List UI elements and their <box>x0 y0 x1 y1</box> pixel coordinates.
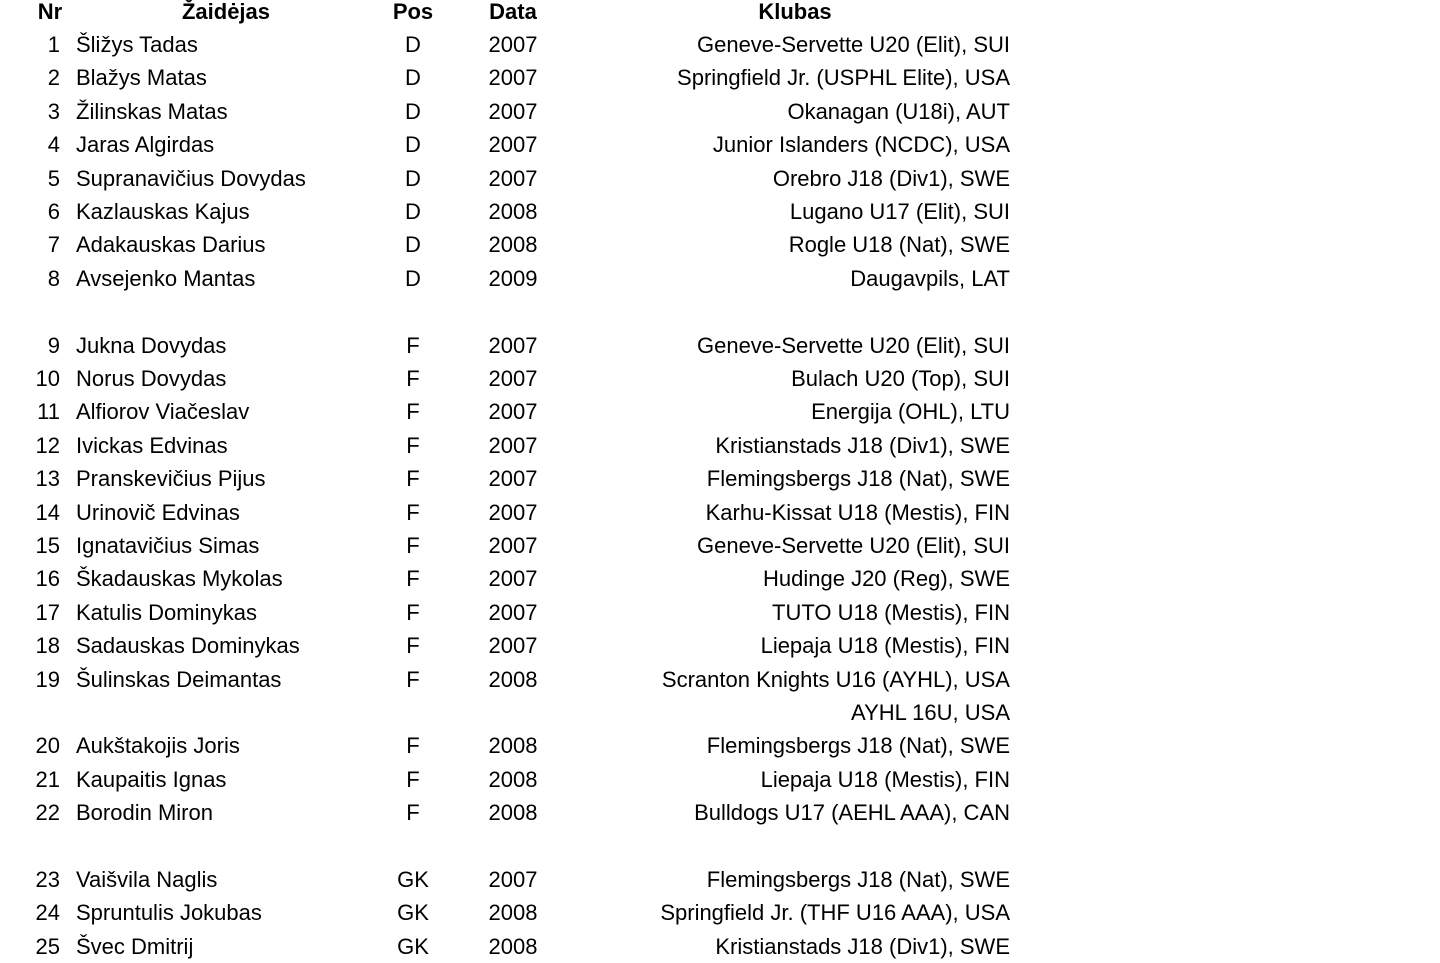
cell-nr: 17 <box>35 599 60 625</box>
cell-date: 2007 <box>488 98 538 124</box>
cell-club: Springfield Jr. (USPHL Elite), USA <box>677 65 1010 91</box>
cell-date: 2007 <box>488 366 538 391</box>
table-row <box>0 496 1440 529</box>
cell-club: Springfield Jr. (THF U16 AAA), USA <box>660 900 1010 926</box>
cell-player: Jaras Algirdas <box>76 132 215 158</box>
cell-nr: 6 <box>47 199 60 224</box>
cell-date: 2007 <box>488 867 538 892</box>
table-row <box>0 228 1440 261</box>
cell-nr: 8 <box>47 265 60 291</box>
cell-pos: D <box>405 32 421 57</box>
cell-nr: 3 <box>47 98 60 124</box>
cell-club: Hudinge J20 (Reg), SWE <box>763 566 1010 592</box>
cell-pos: GK <box>397 900 429 926</box>
cell-club: Okanagan (U18i), AUT <box>787 98 1010 124</box>
table-row <box>0 596 1440 629</box>
cell-nr: 22 <box>35 800 60 826</box>
cell-date: 2008 <box>488 766 538 792</box>
cell-pos: D <box>405 132 421 158</box>
header-pos: Pos <box>392 0 434 24</box>
cell-date: 2007 <box>488 432 538 458</box>
cell-club: Flemingsbergs J18 (Nat), SWE <box>706 733 1010 759</box>
cell-pos: F <box>406 366 420 391</box>
cell-pos: D <box>405 265 421 291</box>
cell-pos: D <box>405 232 421 258</box>
table-row <box>0 696 1440 729</box>
cell-player: Blažys Matas <box>76 65 207 91</box>
cell-pos: D <box>405 65 421 91</box>
cell-player: Sadauskas Dominykas <box>76 633 300 659</box>
cell-date: 2007 <box>488 533 538 558</box>
cell-player: Švec Dmitrij <box>76 933 194 959</box>
cell-club: Flemingsbergs J18 (Nat), SWE <box>706 867 1010 892</box>
cell-player: Norus Dovydas <box>76 366 227 391</box>
cell-pos: F <box>406 599 420 625</box>
table-row <box>0 195 1440 228</box>
cell-pos: F <box>406 332 420 358</box>
cell-date: 2007 <box>488 633 538 659</box>
table-row <box>0 729 1440 762</box>
cell-date: 2008 <box>488 232 538 258</box>
cell-pos: F <box>406 533 420 558</box>
cell-player: Alfiorov Viačeslav <box>76 399 250 425</box>
cell-date: 2007 <box>488 332 538 358</box>
table-row <box>0 61 1440 94</box>
cell-date: 2007 <box>488 165 538 191</box>
cell-player: Spruntulis Jokubas <box>76 900 262 926</box>
cell-date: 2007 <box>488 566 538 592</box>
cell-date: 2007 <box>488 466 538 492</box>
cell-player: Pranskevičius Pijus <box>76 466 266 492</box>
cell-date: 2008 <box>488 800 538 826</box>
cell-player: Avsejenko Mantas <box>76 265 256 291</box>
cell-club: Daugavpils, LAT <box>850 265 1010 291</box>
table-row <box>0 262 1440 295</box>
table-row <box>0 529 1440 562</box>
cell-nr: 4 <box>47 132 60 158</box>
table-row <box>0 395 1440 428</box>
cell-club: Liepaja U18 (Mestis), FIN <box>760 766 1010 792</box>
cell-pos: D <box>405 98 421 124</box>
cell-nr: 9 <box>47 332 60 358</box>
table-row <box>0 429 1440 462</box>
cell-nr: 5 <box>47 165 60 191</box>
cell-player: Adakauskas Darius <box>76 232 266 258</box>
cell-date: 2007 <box>488 499 538 525</box>
cell-nr: 7 <box>47 232 60 258</box>
table-row <box>0 863 1440 896</box>
cell-date: 2007 <box>488 399 538 425</box>
header-club: Klubas <box>758 0 832 24</box>
cell-club: Rogle U18 (Nat), SWE <box>788 232 1010 258</box>
cell-pos: F <box>406 499 420 525</box>
cell-pos: F <box>406 800 420 826</box>
cell-date: 2007 <box>488 65 538 91</box>
table-header-row <box>0 0 1440 28</box>
cell-player: Vaišvila Naglis <box>76 867 218 892</box>
cell-date: 2009 <box>488 265 538 291</box>
cell-player: Urinovič Edvinas <box>76 499 240 525</box>
cell-pos: F <box>406 633 420 659</box>
cell-player: Kaupaitis Ignas <box>76 766 227 792</box>
cell-date: 2008 <box>488 733 538 759</box>
table-row <box>0 562 1440 595</box>
cell-pos: F <box>406 466 420 492</box>
cell-player: Žilinskas Matas <box>76 98 228 124</box>
cell-pos: F <box>406 666 420 692</box>
table-row <box>0 763 1440 796</box>
table-row <box>0 796 1440 829</box>
cell-date: 2007 <box>488 32 538 57</box>
table-row <box>0 95 1440 128</box>
cell-pos: D <box>405 199 421 224</box>
table-row <box>0 663 1440 696</box>
cell-club: Geneve-Servette U20 (Elit), SUI <box>696 533 1010 558</box>
cell-player: Borodin Miron <box>76 800 213 826</box>
cell-club: Liepaja U18 (Mestis), FIN <box>760 633 1010 659</box>
cell-pos: D <box>405 165 421 191</box>
cell-pos: F <box>406 766 420 792</box>
cell-date: 2007 <box>488 132 538 158</box>
table-row <box>0 28 1440 61</box>
cell-player: Supranavičius Dovydas <box>76 165 306 191</box>
cell-club: Junior Islanders (NCDC), USA <box>712 132 1010 158</box>
cell-player: Ivickas Edvinas <box>76 432 228 458</box>
cell-club: Bulach U20 (Top), SUI <box>791 366 1010 391</box>
cell-player: Aukštakojis Joris <box>76 733 240 759</box>
cell-club: Geneve-Servette U20 (Elit), SUI <box>696 32 1010 57</box>
cell-nr: 21 <box>35 766 60 792</box>
cell-date: 2008 <box>488 933 538 959</box>
cell-club: Flemingsbergs J18 (Nat), SWE <box>706 466 1010 492</box>
cell-club: Energija (OHL), LTU <box>811 399 1010 425</box>
cell-pos: GK <box>397 933 429 959</box>
table-row <box>0 162 1440 195</box>
cell-club: AYHL 16U, USA <box>851 700 1010 725</box>
cell-club: TUTO U18 (Mestis), FIN <box>772 599 1010 625</box>
cell-date: 2008 <box>488 666 538 692</box>
cell-club: Karhu-Kissat U18 (Mestis), FIN <box>705 499 1010 525</box>
cell-club: Kristianstads J18 (Div1), SWE <box>715 933 1010 959</box>
cell-nr: 18 <box>35 633 60 659</box>
cell-nr: 20 <box>35 733 60 759</box>
table-row <box>0 462 1440 495</box>
cell-player: Katulis Dominykas <box>76 599 257 625</box>
cell-player: Šulinskas Deimantas <box>76 666 282 692</box>
cell-player: Jukna Dovydas <box>76 332 227 358</box>
table-row <box>0 830 1440 863</box>
cell-club: Geneve-Servette U20 (Elit), SUI <box>696 332 1010 358</box>
cell-pos: F <box>406 733 420 759</box>
table-row <box>0 329 1440 362</box>
cell-nr: 23 <box>35 867 60 892</box>
cell-nr: 14 <box>35 499 60 525</box>
cell-date: 2007 <box>488 599 538 625</box>
cell-nr: 2 <box>47 65 60 91</box>
cell-pos: F <box>406 399 420 425</box>
cell-nr: 15 <box>35 533 60 558</box>
table-row <box>0 362 1440 395</box>
cell-pos: GK <box>397 867 429 892</box>
cell-club: Orebro J18 (Div1), SWE <box>772 165 1010 191</box>
cell-player: Šližys Tadas <box>76 32 198 57</box>
cell-nr: 1 <box>47 32 60 57</box>
cell-pos: F <box>406 566 420 592</box>
header-nr: Nr <box>37 0 63 24</box>
cell-nr: 16 <box>35 566 60 592</box>
cell-club: Kristianstads J18 (Div1), SWE <box>715 432 1010 458</box>
table-row <box>0 896 1440 929</box>
cell-nr: 11 <box>37 399 60 425</box>
cell-nr: 24 <box>35 900 60 926</box>
table-row <box>0 295 1440 328</box>
table-row <box>0 629 1440 662</box>
table-row <box>0 128 1440 161</box>
cell-nr: 25 <box>35 933 60 959</box>
cell-club: Bulldogs U17 (AEHL AAA), CAN <box>694 800 1010 826</box>
cell-nr: 13 <box>35 466 60 492</box>
cell-date: 2008 <box>488 900 538 926</box>
cell-club: Lugano U17 (Elit), SUI <box>789 199 1010 224</box>
header-date: Data <box>489 0 537 24</box>
cell-pos: F <box>406 432 420 458</box>
cell-date: 2008 <box>488 199 538 224</box>
cell-nr: 10 <box>35 366 60 391</box>
cell-nr: 19 <box>35 666 60 692</box>
cell-player: Ignatavičius Simas <box>76 533 260 558</box>
cell-nr: 12 <box>35 432 60 458</box>
header-player: Žaidėjas <box>181 0 271 24</box>
table-row <box>0 930 1440 963</box>
cell-club: Scranton Knights U16 (AYHL), USA <box>661 666 1010 692</box>
cell-player: Škadauskas Mykolas <box>76 566 283 592</box>
cell-player: Kazlauskas Kajus <box>76 199 250 224</box>
